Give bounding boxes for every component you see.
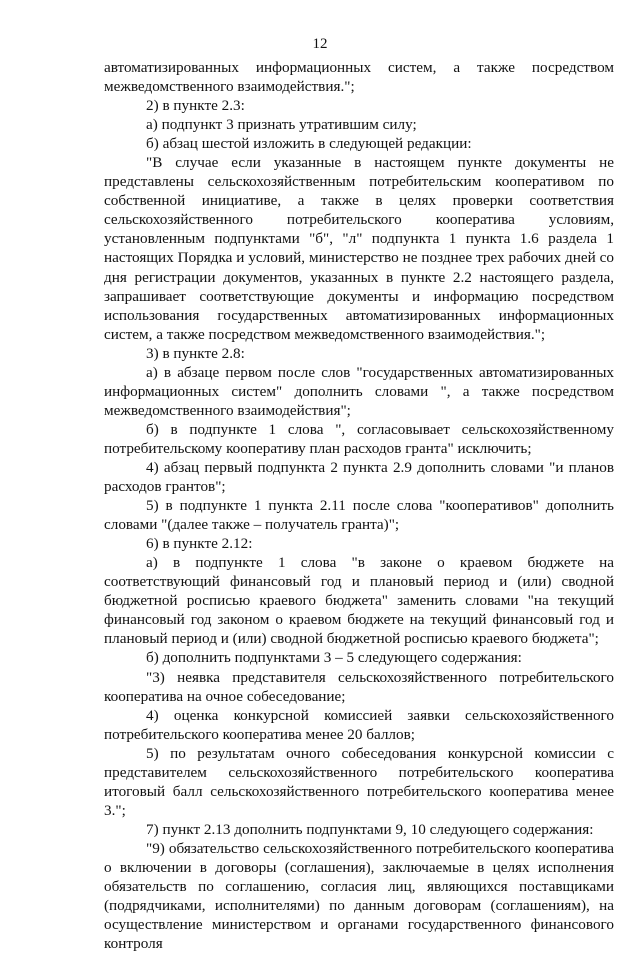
paragraph: а) в подпункте 1 слова "в законе о краевом бюджете на соответствующий финансовый год и плановый период и (или) сводной бюджетной росписью краевого бюджета" заменить словами "на текущий финансовый год законом о краевом бюджете на текущий финансовый год и плановый период и (или) сводной бюджетной росписью краевого бюджета"; xyxy=(104,554,614,648)
paragraph: 4) оценка конкурсной комиссией заявки сельскохозяйственного потребительского кооператива менее 20 баллов; xyxy=(104,706,614,743)
paragraph: "3) неявка представителя сельскохозяйственного потребительского кооператива на очное собеседование; xyxy=(104,668,614,705)
paragraph: 5) в подпункте 1 пункта 2.11 после слова "кооперативов" дополнить словами "(далее также – получатель гранта)"; xyxy=(104,497,614,534)
paragraph: автоматизированных информационных систем, а также посредством межведомственного взаимодействия."; xyxy=(104,59,614,96)
paragraph: б) дополнить подпунктами 3 – 5 следующего содержания: xyxy=(146,649,522,667)
paragraph: 7) пункт 2.13 дополнить подпунктами 9, 10 следующего содержания: xyxy=(146,820,594,838)
document-body xyxy=(104,58,614,953)
page-number: 12 xyxy=(312,36,328,52)
paragraph: б) в подпункте 1 слова ", согласовывает сельскохозяйственному потребительскому кооперативу план расходов гранта" исключить; xyxy=(104,420,614,457)
paragraph: 5) по результатам очного собеседования конкурсной комиссии с представителем сельскохозяйственного потребительского кооператива итоговый балл сельскохозяйственного потребительского кооператива менее 3."; xyxy=(104,744,614,819)
paragraph: "9) обязательство сельскохозяйственного потребительского кооператива о включении в договоры (соглашения), заключаемые в целях исполнения обязательств по соглашению, согласия лиц, являющихся поставщиками (подрядчиками, исполнителями) по данным договорам (соглашениям), на осуществление министерством и органами государственного финансового контроля xyxy=(104,839,614,953)
paragraph: а) в абзаце первом после слов "государственных автоматизированных информационных систем" дополнить словами ", а также посредством межведомственного взаимодействия"; xyxy=(104,363,614,419)
paragraph: 4) абзац первый подпункта 2 пункта 2.9 дополнить словами "и планов расходов грантов"; xyxy=(104,458,614,496)
paragraph: а) подпункт 3 признать утратившим силу; xyxy=(146,116,417,134)
paragraph: "В случае если указанные в настоящем пункте документы не представлены сельскохозяйственным потребительским кооперативом по собственной инициативе, а также в целях проверки соответствия сельскохозяйственного потребительского кооператива условиям, установленным подпунктами "б", "л" подпункта 1 пункта 1.6 раздела 1 настоящих Порядка и условий, министерство не позднее трех рабочих дней со дня регистрации документов, указанных в пункте 2.2 настоящего раздела, запрашивает соответствующие документы и информацию посредством использования государственных автоматизированных информационных систем, а также посредством межведомственного взаимодействия."; xyxy=(104,154,614,343)
paragraph: 6) в пункте 2.12: xyxy=(146,535,253,553)
paragraph: 3) в пункте 2.8: xyxy=(146,344,245,362)
paragraph: б) абзац шестой изложить в следующей редакции: xyxy=(146,135,472,153)
paragraph: 2) в пункте 2.3: xyxy=(146,97,245,115)
